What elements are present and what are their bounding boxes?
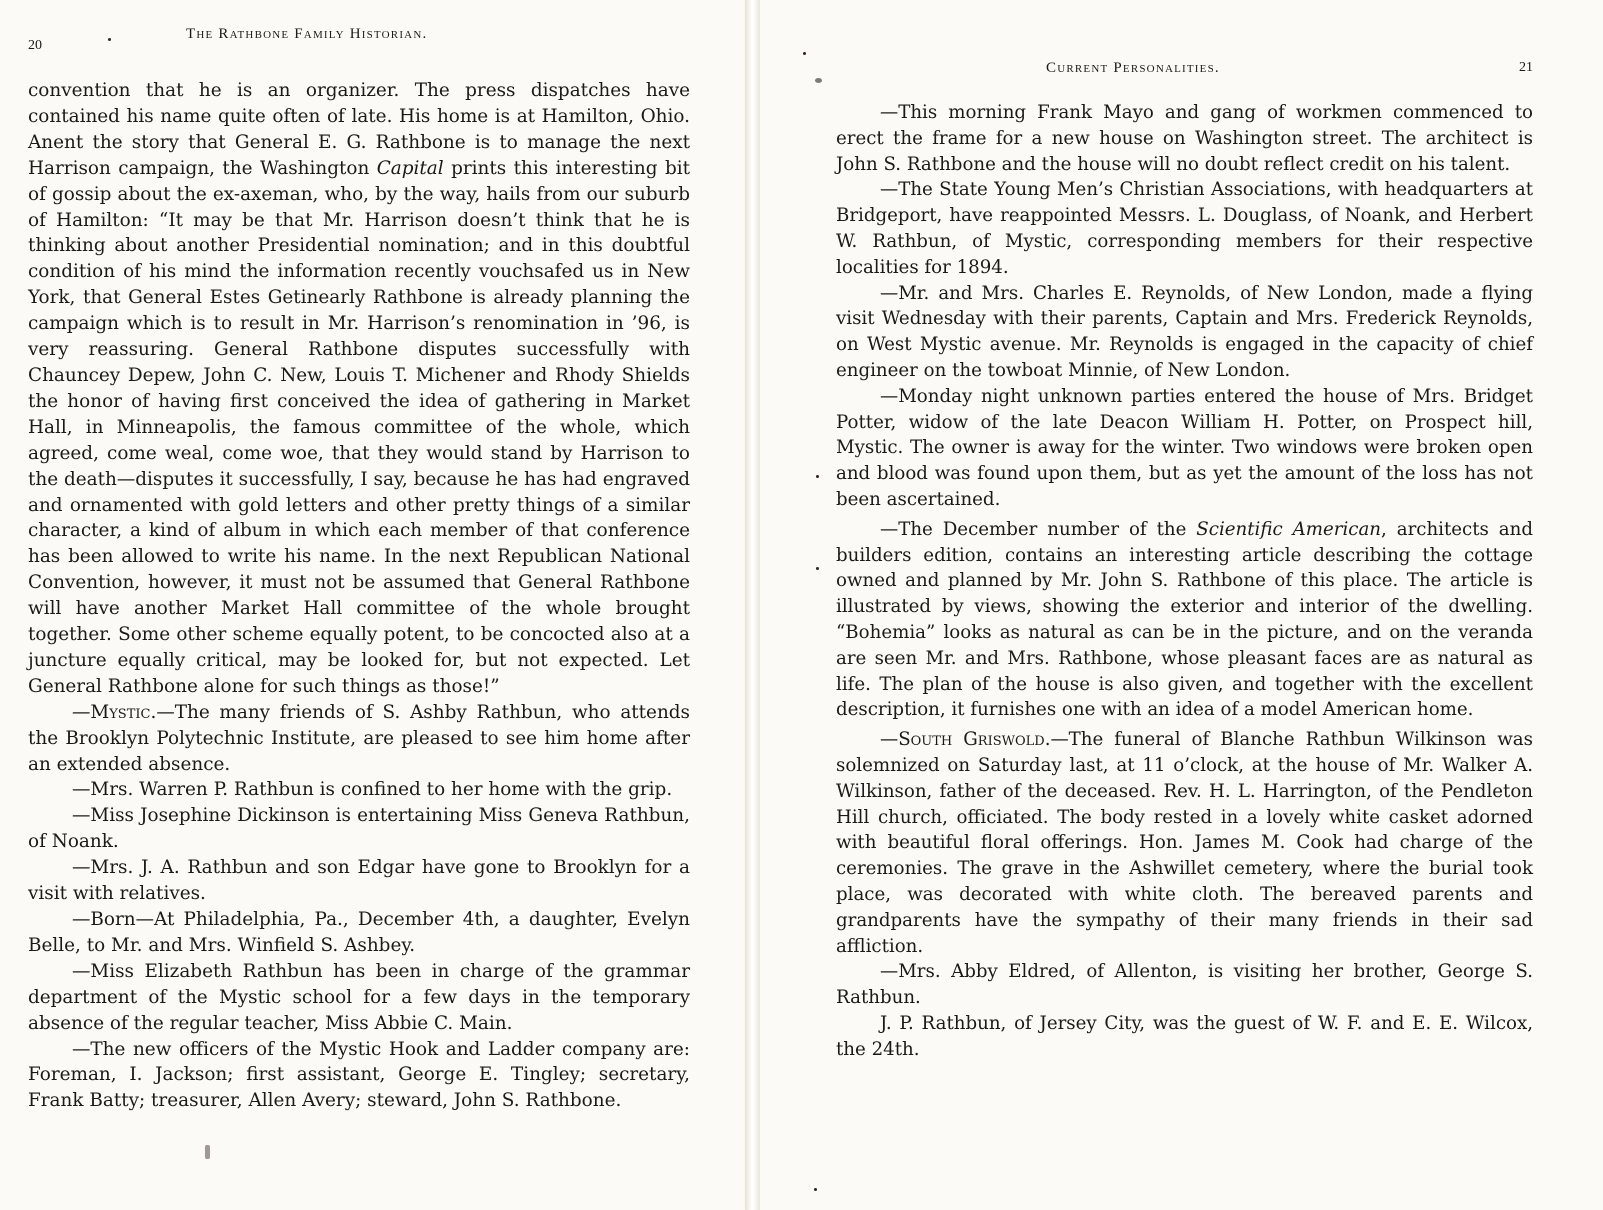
paragraph-text: convention that he is an organizer. The press dispatches have contained his name quite often of late. His home is at Hamilton, Ohio. Anent the story that General E. G. Rathbone is to manage the next Harrison campaign, the Washington: [28, 80, 690, 179]
italic-title: Capital: [376, 157, 444, 179]
dateline: Mystic.: [90, 701, 157, 723]
ink-speck: [816, 567, 819, 570]
news-item-paragraph: [28, 959, 690, 1037]
paragraph-text: —Mr. and Mrs. Charles E. Reynolds, of New London, made a flying visit Wednesday with their parents, Captain and Mrs. Frederick Reynolds, on West Mystic avenue. Mr. Reynolds is engaged in the capacity of chief engineer on the towboat Minnie, of New London.: [836, 282, 1533, 381]
news-item-paragraph: [28, 803, 690, 855]
ink-speck: [814, 1188, 817, 1191]
ink-speck: [803, 52, 806, 55]
running-head: The Rathbone Family Historian.: [186, 26, 428, 42]
paragraph-text: —The December number of the: [880, 518, 1197, 540]
book-gutter: [745, 0, 760, 1210]
right-page: [760, 0, 1603, 1210]
page-number: 21: [1519, 60, 1533, 75]
news-item-paragraph: [836, 177, 1533, 280]
paragraph-text: —Monday night unknown parties entered the house of Mrs. Bridget Potter, widow of the late Deacon William H. Potter, on Prospect hill, Mystic. The owner is away for the winter. Two windows were broken open and blood was found upon them, but as yet the amount of the loss has not been ascertained.: [836, 385, 1533, 510]
paragraph-text: —Mrs. Abby Eldred, of Allenton, is visiting her brother, George S. Rathbun.: [836, 961, 1533, 1009]
paragraph-text: —This morning Frank Mayo and gang of workmen commenced to erect the frame for a new house on Washington street. The architect is John S. Rathbone and the house will no doubt reflect credit on his talent.: [836, 102, 1533, 175]
paragraph-text: prints this interesting bit of gossip about the ex-axeman, who, by the way, hails from our suburb of Hamilton: “It may be that Mr. Harrison doesn’t think that he is thinking about another Presidential nomination; and in this doubtful condition of his mind the information recently vouchsafed us in New York, that General Estes Getinearly Rathbone is already planning the campaign which is to result in Mr. Harrison’s renomination in ’96, is very reassuring. General Rathbone disputes successfully with Chauncey Depew, John C. New, Louis T. Michener and Rhody Shields the honor of having first conceived the idea of gathering in Market Hall, in Minneapolis, the famous committee of the whole, which agreed, come weal, come woe, that they would stand by Harrison to the death—disputes it successfully, I say, because he has had engraved and ornamented with gold letters and other pretty things of a similar character, a kind of album in which each member of that conference has been allowed to write his name. In the next Republican National Convention, however, it must not be assumed that General Rathbone will have another Market Hall committee of the whole brought together. Some other scheme equally potent, to be concocted also at a juncture equally critical, may be looked for, but not expected. Let General Rathbone alone for such things as those!”: [28, 157, 691, 697]
ink-speck: [816, 475, 819, 478]
paragraph-text: —The State Young Men’s Christian Associations, with headquarters at Bridgeport, have reappointed Messrs. L. Douglass, of Noank, and Herbert W. Rathbun, of Mystic, corresponding members for their respective localities for 1894.: [836, 179, 1533, 278]
paragraph-text: —: [72, 701, 91, 723]
news-item-paragraph: [28, 855, 690, 907]
paragraph-text: —Born—At Philadelphia, Pa., December 4th, a daughter, Evelyn Belle, to Mr. and Mrs. Winfield S. Ashbey.: [28, 909, 690, 956]
news-item-paragraph: [836, 281, 1533, 384]
left-page-body: [28, 78, 690, 1114]
paragraph-text: —Miss Elizabeth Rathbun has been in charge of the grammar department of the Mystic school for a few days in the temporary absence of the regular teacher, Miss Abbie C. Main.: [28, 960, 690, 1034]
right-page-header: [836, 58, 1533, 82]
paragraph-text: —The many friends of S. Ashby Rathbun, who attends the Brooklyn Polytechnic Institute, are pleased to see him home after an extended absence.: [28, 701, 690, 775]
news-item-paragraph: [836, 727, 1533, 959]
running-head: Current Personalities.: [1046, 60, 1220, 76]
paragraph-text: J. P. Rathbun, of Jersey City, was the guest of W. F. and E. E. Wilcox, the 24th.: [836, 1012, 1533, 1060]
page-number: 20: [28, 38, 42, 53]
ink-speck: [815, 78, 822, 83]
paragraph-text: —Mrs. J. A. Rathbun and son Edgar have gone to Brooklyn for a visit with relatives.: [28, 857, 690, 905]
news-item-paragraph: [28, 700, 690, 778]
ink-speck: [108, 38, 111, 41]
continued-paragraph: [28, 78, 690, 700]
right-page-body: [836, 100, 1533, 1062]
left-page: [0, 0, 745, 1210]
dateline: South Griswold.: [898, 729, 1051, 751]
left-page-header: [28, 26, 690, 53]
italic-title: Scientific American: [1196, 518, 1382, 540]
news-item-paragraph: [836, 1011, 1533, 1063]
news-item-paragraph: [836, 959, 1533, 1011]
news-item-paragraph: [836, 100, 1533, 177]
news-item-paragraph: [28, 907, 690, 959]
paragraph-text: —The new officers of the Mystic Hook and Ladder company are: Foreman, I. Jackson; first assistant, George E. Tingley; secretary, Frank Batty; treasurer, Allen Avery; steward, John S. Rathbone.: [28, 1038, 690, 1112]
ink-speck: [205, 1145, 210, 1159]
news-item-paragraph: [836, 384, 1533, 513]
paragraph-text: , architects and builders edition, contains an interesting article describing the cottage owned and planned by Mr. John S. Rathbone of this place. The article is illustrated by views, showing the exterior and interior of the dwelling. “Bohemia” looks as natural as can be in the picture, and on the veranda are seen Mr. and Mrs. Rathbone, whose pleasant faces are as natural as life. The plan of the house is also given, and together with the excellent description, it furnishes one with an idea of a model American home.: [836, 518, 1533, 721]
news-item-paragraph: [28, 777, 690, 803]
news-item-paragraph: [836, 517, 1533, 723]
paragraph-text: —Mrs. Warren P. Rathbun is confined to her home with the grip.: [72, 779, 673, 801]
paragraph-text: —: [880, 729, 899, 751]
paragraph-text: —Miss Josephine Dickinson is entertaining Miss Geneva Rathbun, of Noank.: [28, 805, 690, 853]
paragraph-text: —The funeral of Blanche Rathbun Wilkinson was solemnized on Saturday last, at 11 o’clock, at the house of Mr. Walker A. Wilkinson, father of the deceased. Rev. H. L. Harrington, of the Pendleton Hill church, officiated. The body rested in a lovely white casket adorned with beautiful floral offerings. Hon. James M. Cook had charge of the ceremonies. The grave in the Ashwillet cemetery, where the burial took place, was decorated with white cloth. The bereaved parents and grandparents have the sympathy of their many friends in their sad affliction.: [836, 729, 1533, 957]
news-item-paragraph: [28, 1037, 690, 1115]
